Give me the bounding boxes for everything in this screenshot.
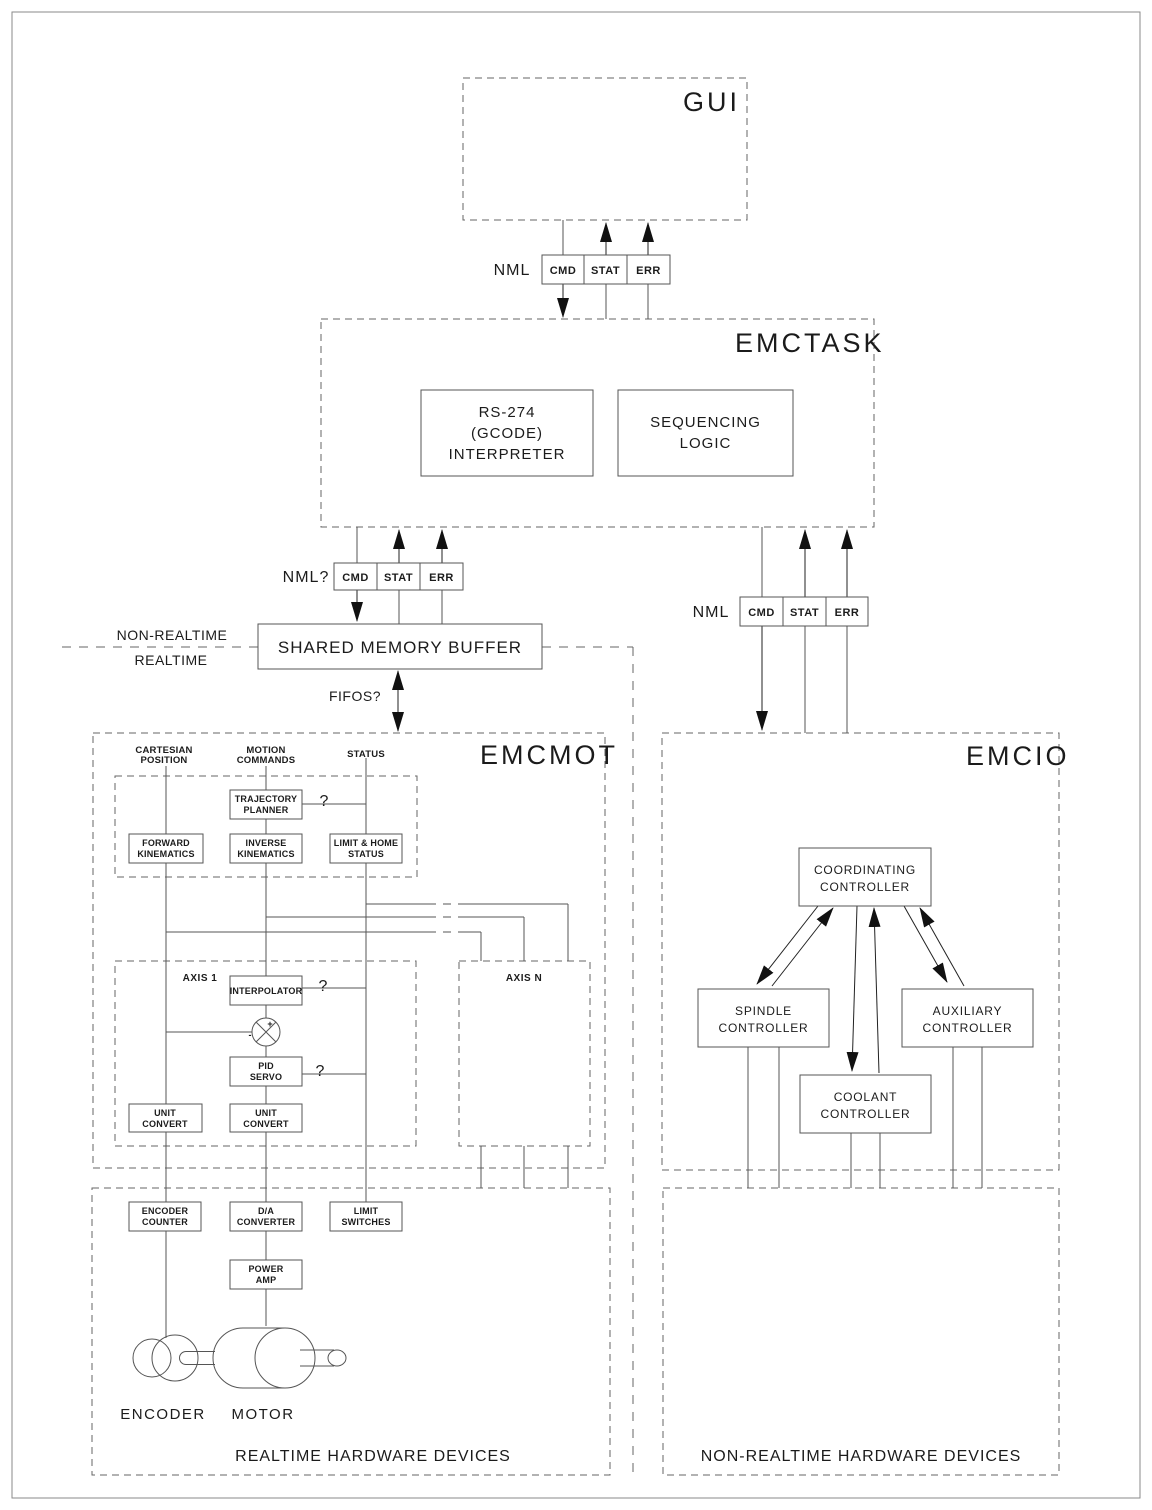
da-converter-line1: D/A <box>257 1206 275 1216</box>
inverse-line1: INVERSE <box>245 838 287 848</box>
power-amp-line1: POWER <box>248 1264 284 1274</box>
unit-convert-left-line1: UNIT <box>154 1108 176 1118</box>
spindle-to-coord-arrow <box>772 908 833 986</box>
encoder-label: ENCODER <box>120 1406 206 1423</box>
motor-label: MOTOR <box>231 1406 295 1423</box>
coolant-to-coord-arrow <box>874 908 879 1073</box>
limit-switches-line2: SWITCHES <box>341 1217 391 1227</box>
encoder-body-front <box>152 1335 198 1381</box>
axis-branch-continuation-dashes <box>428 904 458 932</box>
sequencing-line1: SEQUENCING <box>650 414 761 431</box>
limit-home-line1: LIMIT & HOME <box>333 838 399 848</box>
motor-shaft <box>300 1350 334 1366</box>
pid-line1: PID <box>258 1061 274 1071</box>
axisn-box <box>459 961 590 1146</box>
coordinating-line2: CONTROLLER <box>819 880 911 894</box>
power-amp-line2: AMP <box>255 1275 277 1285</box>
inverse-line2: KINEMATICS <box>237 849 295 859</box>
spindle-line1: SPINDLE <box>735 1004 792 1018</box>
encoder-counter-line1: ENCODER <box>141 1206 189 1216</box>
emctask-label: EMCTASK <box>735 328 885 358</box>
auxiliary-to-coord-arrow <box>920 908 964 986</box>
spindle-line2: CONTROLLER <box>718 1021 809 1035</box>
non-realtime-label: NON-REALTIME <box>116 627 228 643</box>
forward-line2: KINEMATICS <box>137 849 195 859</box>
sequencing-line2: LOGIC <box>679 435 732 452</box>
fifos-label: FIFOS? <box>328 688 382 704</box>
gui-label: GUI <box>683 87 741 117</box>
nml-right-label: NML <box>692 604 730 621</box>
summing-junction <box>249 1018 281 1046</box>
interpreter-line1: RS-274 <box>478 404 536 421</box>
axis-branch-lines <box>166 904 568 1188</box>
encoder-counter-line2: COUNTER <box>142 1217 188 1227</box>
nml-top-stat: STAT <box>590 265 621 277</box>
spindle-controller-box <box>698 989 829 1047</box>
motion-header-line1: MOTION <box>246 745 286 756</box>
coord-to-coolant-arrow <box>852 906 857 1071</box>
nonrealtime-hardware-box <box>663 1188 1059 1475</box>
nml-right-cmd: CMD <box>748 607 775 619</box>
auxiliary-line2: CONTROLLER <box>922 1021 1013 1035</box>
nonrealtime-hardware-label: NON-REALTIME HARDWARE DEVICES <box>700 1448 1022 1465</box>
encoder-motor-drawing <box>133 1328 346 1388</box>
realtime-label: REALTIME <box>134 652 208 668</box>
da-converter-line2: CONVERTER <box>236 1217 296 1227</box>
nml-top-err: ERR <box>636 265 661 277</box>
realtime-hardware-label: REALTIME HARDWARE DEVICES <box>235 1448 511 1465</box>
motor-shaft-end <box>328 1350 346 1366</box>
nml-top-cmd: CMD <box>549 265 577 277</box>
trajectory-line2: PLANNER <box>243 805 289 815</box>
interpolator-label: INTERPOLATOR <box>229 986 303 996</box>
nml-mid-err: ERR <box>429 572 454 584</box>
realtime-divider-line <box>62 647 633 1475</box>
unit-convert-mid-line1: UNIT <box>255 1108 277 1118</box>
nml-mid-label: NML? <box>282 569 330 586</box>
unit-convert-left-line2: CONVERT <box>142 1119 188 1129</box>
status-header: STATUS <box>347 749 385 760</box>
auxiliary-controller-box <box>902 989 1033 1047</box>
shared-memory-buffer-label: SHARED MEMORY BUFFER <box>277 638 523 657</box>
nml-right-stat: STAT <box>789 607 820 619</box>
motor-body <box>213 1328 285 1388</box>
trajectory-line1: TRAJECTORY <box>234 794 298 804</box>
coolant-controller-box <box>800 1075 931 1133</box>
cartesian-header-line1: CARTESIAN <box>135 745 193 756</box>
emcmot-label: EMCMOT <box>480 740 618 770</box>
coolant-line1: COOLANT <box>833 1090 898 1104</box>
interpreter-line3: INTERPRETER <box>448 446 566 463</box>
axis1-label: AXIS 1 <box>182 973 218 984</box>
coordinating-line1: COORDINATING <box>813 863 917 877</box>
auxiliary-line1: AUXILIARY <box>932 1004 1003 1018</box>
forward-line1: FORWARD <box>142 838 190 848</box>
limit-switches-line1: LIMIT <box>353 1206 379 1216</box>
limit-home-line2: STATUS <box>348 849 384 859</box>
cartesian-header-line2: POSITION <box>140 755 188 766</box>
unit-convert-mid-line2: CONVERT <box>243 1119 289 1129</box>
emcio-label: EMCIO <box>966 741 1070 771</box>
motor-face <box>255 1328 315 1388</box>
sequencing-logic-box <box>618 390 793 476</box>
nml-right-err: ERR <box>834 607 860 619</box>
emcmot-box <box>93 733 605 1168</box>
question-trajectory: ? <box>319 793 329 810</box>
summing-minus-sign: - <box>248 1030 252 1040</box>
coord-to-spindle-arrow <box>757 906 818 984</box>
axisn-label: AXIS N <box>505 973 543 984</box>
nml-mid-cmd: CMD <box>342 572 369 584</box>
summing-plus-sign: + <box>267 1019 273 1029</box>
pid-line2: SERVO <box>249 1072 283 1082</box>
question-pid: ? <box>315 1063 325 1080</box>
coordinating-controller-box <box>799 848 931 906</box>
motion-header-line2: COMMANDS <box>236 755 296 766</box>
question-interpolator: ? <box>318 978 328 995</box>
coolant-line2: CONTROLLER <box>820 1107 911 1121</box>
interpreter-line2: (GCODE) <box>471 425 543 442</box>
nml-top-label: NML <box>493 262 531 279</box>
nml-mid-stat: STAT <box>383 572 414 584</box>
